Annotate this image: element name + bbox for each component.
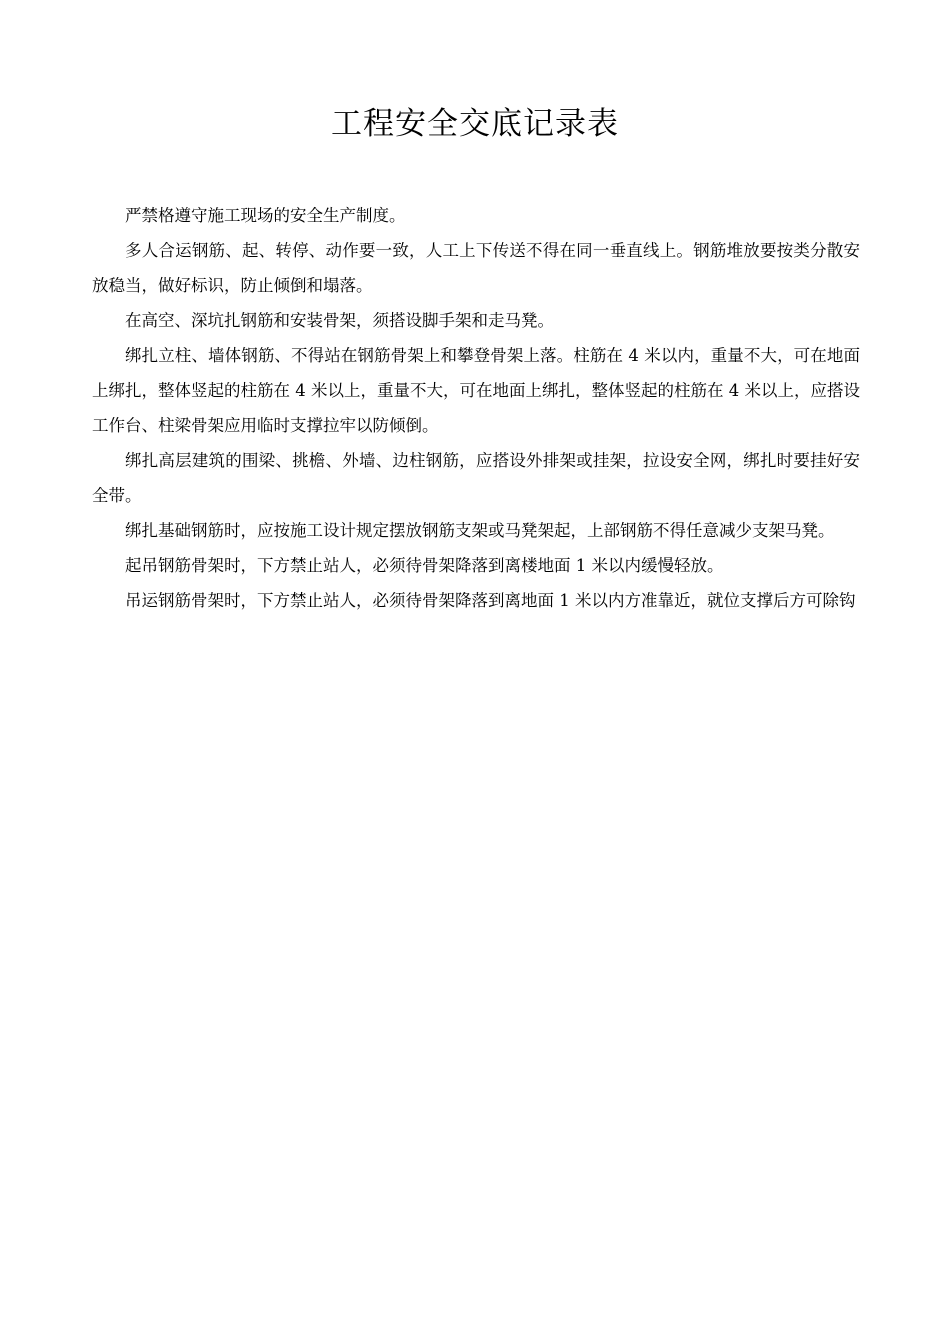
paragraph-5: 绑扎高层建筑的围梁、挑檐、外墙、边柱钢筋，应搭设外排架或挂架，拉设安全网，绑扎时要挂好安全带。 [92,451,860,505]
document-title: 工程安全交底记录表 [331,106,619,142]
paragraph-4: 绑扎立柱、墙体钢筋、不得站在钢筋骨架上和攀登骨架上落。柱筋在 4 米以内，重量不大，可在地面上绑扎，整体竖起的柱筋在 4 米以上，重量不大，可在地面上绑扎，整体竖起的柱筋在 4 米以上，应搭设工作台、柱梁骨架应用临时支撑拉牢以防倾倒。 [92,346,860,435]
paragraph-6: 绑扎基础钢筋时，应按施工设计规定摆放钢筋支架或马凳架起，上部钢筋不得任意减少支架马凳。 [125,521,835,540]
paragraph-7: 起吊钢筋骨架时，下方禁止站人，必须待骨架降落到离楼地面 1 米以内缓慢轻放。 [125,556,724,575]
paragraph-2: 多人合运钢筋、起、转停、动作要一致，人工上下传送不得在同一垂直线上。钢筋堆放要按类分散安放稳当，做好标识，防止倾倒和塌落。 [92,241,860,295]
document-body [92,198,860,618]
paragraph-1: 严禁格遵守施工现场的安全生产制度。 [125,206,406,225]
paragraph-3: 在高空、深坑扎钢筋和安装骨架，须搭设脚手架和走马凳。 [125,311,554,330]
paragraph-8: 吊运钢筋骨架时，下方禁止站人，必须待骨架降落到离地面 1 米以内方准靠近，就位支撑后方可除钩 [125,591,856,610]
